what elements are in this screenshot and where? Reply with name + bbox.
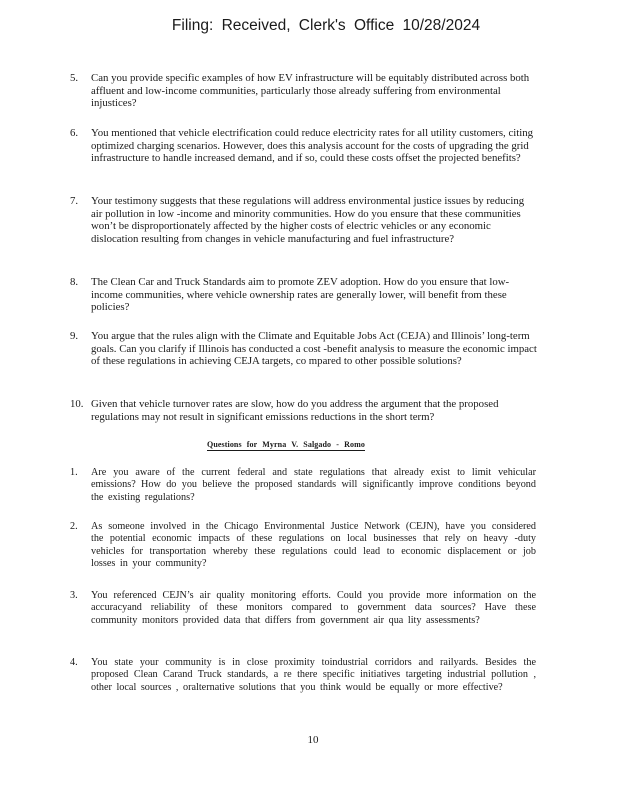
question-text: Given that vehicle turnover rates are slow, how do you address the argument that the proposed regulations may not result in significant emissions reductions in the short term? — [91, 398, 499, 423]
question-number: 10. — [70, 398, 84, 410]
question-number: 6. — [70, 127, 79, 139]
question-text: As someone involved in the Chicago Environmental Justice Network (CEJN), have you considered the potential economic impacts of these regulations on local businesses that rely on heavy -duty vehicles for transportation whereby these regulations could lead to economic displacement or job losses in your community? — [91, 521, 536, 570]
question-text: Your testimony suggests that these regulations will address environmental justice issues by reducing air pollution in low -income and minority communities. How do you ensure that these communities won’t be disproportionately affected by the higher costs of electric vehicles or any economic dislocation resulting from changes in vehicle manufacturing and fuel infrastructure? — [91, 195, 525, 245]
question-text: You state your community is in close proximity toindustrial corridors and railyards. Besides the proposed Clean Carand Truck standards, a re there specific initiatives targeting industrial pollution , other local sources , oralternative solutions that you think would be equally or more effective? — [91, 657, 536, 693]
question-number: 7. — [70, 195, 79, 207]
question-text: Are you aware of the current federal and state regulations that already exist to limit vehicular emissions? How do you believe the proposed standards will significantly improve conditions beyond the existing regulations? — [91, 467, 536, 503]
question-number: 2. — [70, 521, 78, 532]
question-text: You referenced CEJN’s air quality monitoring efforts. Could you provide more information on the accuracyand reliability of these monitors compared to government data sources? Have these community monitors provided data that differs from government air qua lity assessments? — [91, 590, 536, 626]
question-number: 5. — [70, 72, 79, 84]
question-number: 1. — [70, 467, 78, 478]
question-number: 3. — [70, 590, 78, 601]
question-number: 8. — [70, 276, 79, 288]
section-subheading: Questions for Myrna V. Salgado - Romo — [207, 440, 365, 449]
question-text: You mentioned that vehicle electrification could reduce electricity rates for all utility customers, citing optimized charging scenarios. However, does this analysis account for the costs of upgrading the grid infrastructure to handle increased demand, and if so, could these costs offset the projected benefits? — [91, 127, 534, 165]
question-text: Can you provide specific examples of how EV infrastructure will be equitably distributed across both affluent and low-income communities, particularly those already suffering from environmental injustices? — [91, 72, 530, 110]
question-text: You argue that the rules align with the Climate and Equitable Jobs Act (CEJA) and Illinois’ long-term goals. Can you clarify if Illinois has conducted a cost -benefit analysis to measure the economic impact of these regulations in achieving CEJA targets, co mpared to other possible solutions? — [91, 330, 537, 368]
question-number: 9. — [70, 330, 79, 342]
question-number: 4. — [70, 657, 78, 668]
page-number: 10 — [307, 734, 319, 746]
question-text: The Clean Car and Truck Standards aim to promote ZEV adoption. How do you ensure that low-income communities, where vehicle ownership rates are generally lower, will benefit from these policies? — [91, 276, 510, 314]
filing-header: Filing: Received, Clerk's Office 10/28/2024 — [171, 17, 481, 34]
